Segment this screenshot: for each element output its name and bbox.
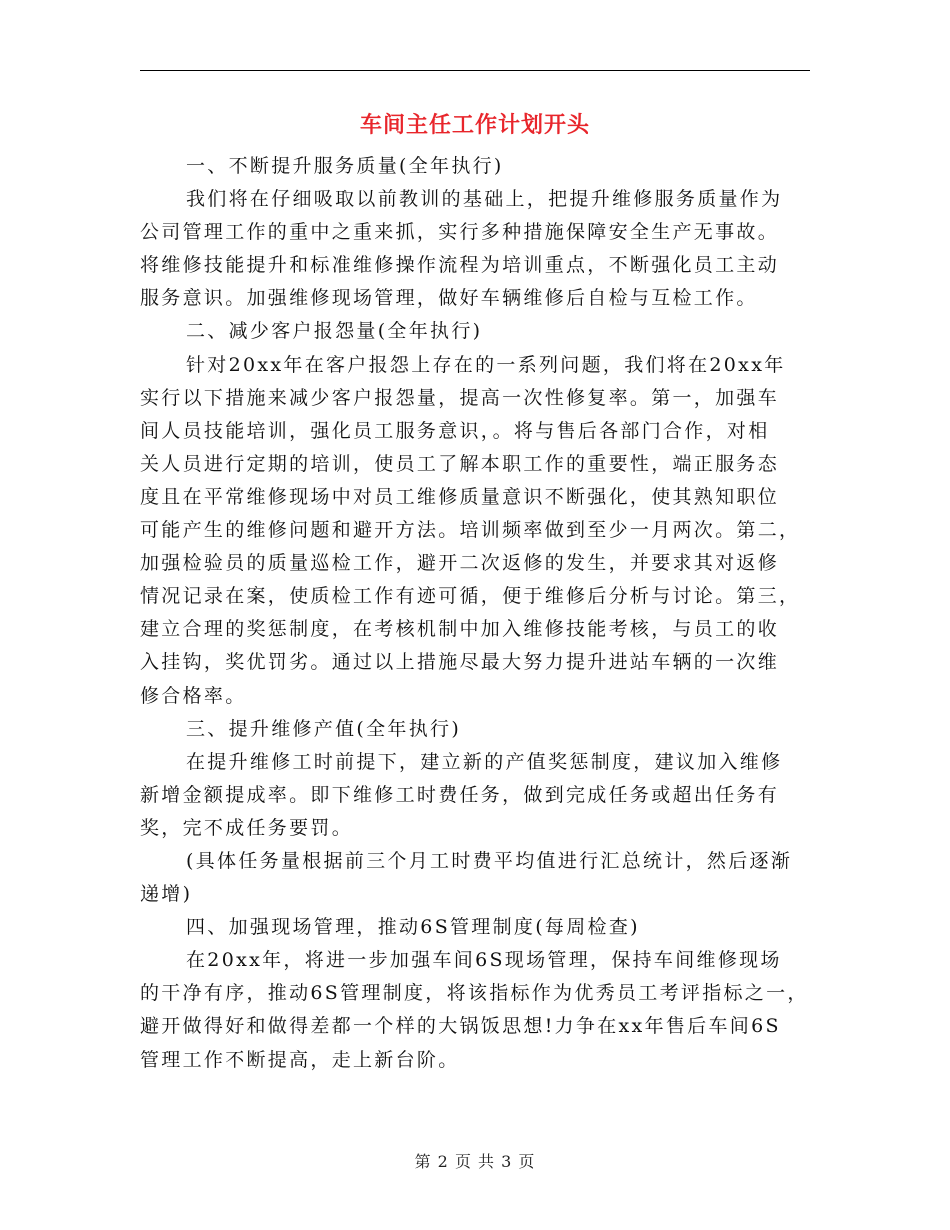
body-line: 递增) (140, 883, 193, 906)
body-line: 可能产生的维修问题和避开方法。培训频率做到至少一月两次。第二， (140, 519, 801, 542)
document-body (140, 150, 810, 1077)
body-line: 实行以下措施来减少客户报怨量，提高一次性修复率。第一，加强车 (140, 386, 780, 409)
body-line: 情况记录在案，使质检工作有迹可循，便于维修后分析与讨论。第三， (140, 585, 801, 608)
document-title: 车间主任工作计划开头 (359, 113, 590, 138)
body-line: 在20xx年，将进一步加强车间6S现场管理，保持车间维修现场 (186, 949, 782, 972)
body-line: 间人员技能培训，强化员工服务意识，。将与售后各部门合作，对相 (140, 419, 770, 442)
header-rule (140, 70, 810, 71)
body-line: 的干净有序，推动6S管理制度，将该指标作为优秀员工考评指标之一， (140, 982, 809, 1005)
body-line: 二、减少客户报怨量(全年执行) (186, 320, 483, 343)
body-line: 新增金额提成率。即下维修工时费任务，做到完成任务或超出任务有 (140, 783, 780, 806)
body-line: 避开做得好和做得差都一个样的大锅饭思想!力争在xx年售后车间6S (140, 1015, 781, 1038)
body-line: 加强检验员的质量巡检工作，避开二次返修的发生，并要求其对返修 (140, 552, 780, 575)
body-line: 我们将在仔细吸取以前教训的基础上，把提升维修服务质量作为 (186, 188, 783, 211)
body-line: 公司管理工作的重中之重来抓，实行多种措施保障安全生产无事故。 (140, 221, 780, 244)
body-line: 管理工作不断提高，走上新台阶。 (140, 1048, 460, 1071)
body-line: 度且在平常维修现场中对员工维修质量意识不断强化，使其熟知职位 (140, 485, 780, 508)
body-line: 入挂钩，奖优罚劣。通过以上措施尽最大努力提升进站车辆的一次维 (140, 651, 780, 674)
body-line: 四、加强现场管理，推动6S管理制度(每周检查) (186, 916, 640, 939)
body-line: 关人员进行定期的培训，使员工了解本职工作的重要性，端正服务态 (140, 452, 780, 475)
body-line: 针对20xx年在客户报怨上存在的一系列问题，我们将在20xx年 (186, 353, 786, 376)
body-line: 奖，完不成任务要罚。 (140, 816, 354, 839)
body-line: 服务意识。加强维修现场管理，做好车辆维修后自检与互检工作。 (140, 287, 758, 310)
body-line: 一、不断提升服务质量(全年执行) (186, 155, 504, 177)
body-line: 三、提升维修产值(全年执行) (186, 717, 462, 740)
body-line: 建立合理的奖惩制度，在考核机制中加入维修技能考核，与员工的收 (140, 618, 780, 641)
body-line: 在提升维修工时前提下，建立新的产值奖惩制度，建议加入维修 (186, 750, 783, 773)
body-line: 修合格率。 (140, 684, 247, 707)
page-footer: 第 2 页 共 3 页 (414, 1152, 536, 1171)
body-line: 将维修技能提升和标准维修操作流程为培训重点，不断强化员工主动 (140, 254, 780, 277)
body-line: (具体任务量根据前三个月工时费平均值进行汇总统计，然后逐渐 (186, 849, 793, 872)
